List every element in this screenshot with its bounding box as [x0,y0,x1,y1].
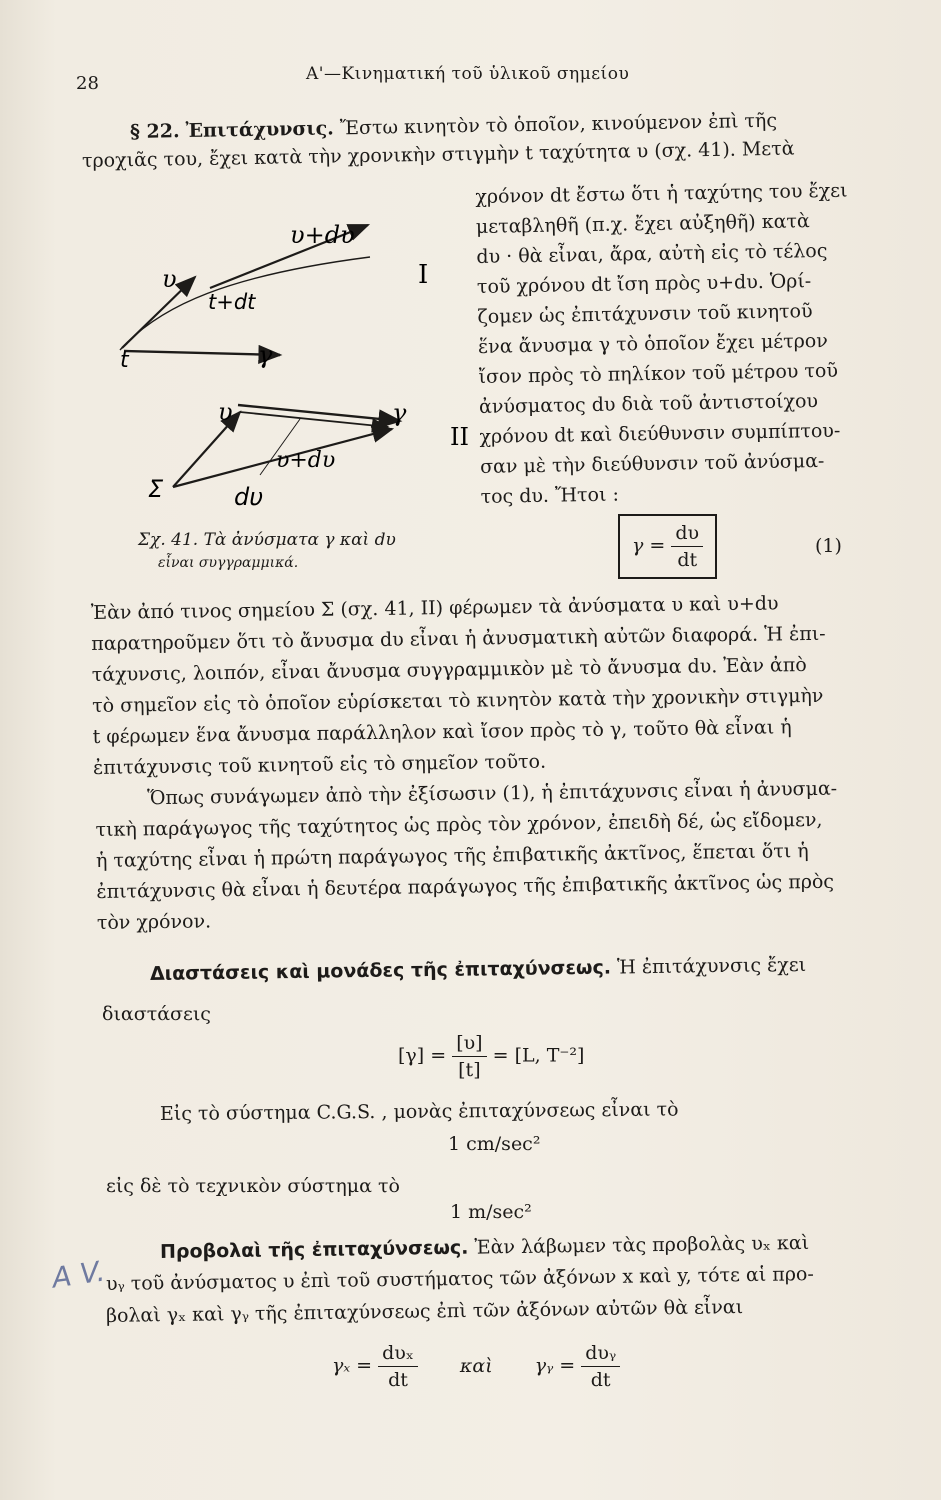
label-II: II [450,423,469,451]
label-gamma-2: γ [392,399,407,427]
right-col-line: ἀνύσματος dυ διὰ τοῦ ἀντιστοίχου [478,390,819,418]
paragraph-2 [91,588,828,784]
eq-y-fraction [581,1340,620,1393]
projection-equations [332,1340,620,1393]
eq1-fraction [671,520,703,573]
equation-1-number: (1) [815,535,842,557]
label-v: υ [162,265,177,293]
eq-y-numerator: dυᵧ [581,1340,620,1367]
eq-x-numerator: dυₓ [378,1340,418,1367]
dim-eq-lhs: [γ] = [398,1044,447,1067]
right-col-line: dυ · θὰ εἶναι, ἄρα, αὐτὴ εἰς τὸ τέλος [476,239,828,269]
dimensions-line2: διαστάσεις [102,1003,211,1025]
dimensions-heading: Διαστάσεις καὶ μονάδες τῆς ἐπιταχύνσεως. [149,956,612,985]
right-col-line: μεταβληθῆ (π.χ. ἔχει αὐξηθῆ) κατὰ [475,210,810,239]
eq1-denominator: dt [677,549,698,571]
eq-x-lhs: γₓ = [332,1354,373,1377]
projections-heading: Προβολαὶ τῆς ἐπιταχύνσεως. [159,1236,469,1263]
eq-x-denominator: dt [388,1369,408,1391]
dim-eq-rhs: = [L, T⁻²] [492,1044,585,1067]
label-t: t [120,348,129,373]
dim-eq-fraction [452,1030,486,1083]
paragraph-line: τάχυνσις, λοιπόν, εἶναι ἄνυσμα συγγραμμικὸν μὲ τὸ ἄνυσμα dυ. Ἐὰν ἀπὸ [91,654,807,687]
eq-y-lhs: γᵧ = [534,1354,576,1377]
section-title: Ἐπιτάχυνσις. [185,117,335,143]
velocity-vector-v [122,277,195,348]
page-number: 28 [76,73,99,94]
projections-line3: βολαὶ γₓ καὶ γᵧ τῆς ἐπιταχύνσεως ἐπὶ τῶν ἀξόνων αὐτῶν θὰ εἶναι [105,1296,744,1327]
projections-line2: υᵧ τοῦ ἀνύσματος υ ἐπὶ τοῦ συστήματος τῶν ἀξόνων x καὶ y, τότε αἱ προ- [105,1263,814,1295]
dim-eq-denominator: [t] [458,1059,481,1081]
label-t-dt: t+dt [208,290,256,314]
projections-line1-rest: Ἐὰν λάβωμεν τὰς προβολὰς υₓ καὶ [474,1231,810,1259]
section-intro-line1: Ἔστω κινητὸν τὸ ὁποῖον, κινούμενον ἐπὶ τῆς [339,109,778,140]
tech-unit: 1 m/sec² [450,1201,532,1223]
figure-41 [100,205,480,515]
paragraph-line: Ὅπως συνάγωμεν ἀπὸ τὴν ἐξίσωσιν (1), ἡ ἐπιτάχυνσις εἶναι ἡ ἀνυσμα- [146,777,838,810]
right-col-line: τοῦ χρόνου dt ἴση πρὸς υ+dυ. Ὁρί- [476,270,812,299]
eq1-lhs: γ = [632,534,666,557]
label-I: I [418,260,429,290]
paragraph-line: τὸ σημεῖον εἰς τὸ ὁποῖον εὑρίσκεται τὸ κινητὸν κατὰ τὴν χρονικὴν στιγμὴν [92,684,824,717]
right-col-line: χρόνον dt ἔστω ὅτι ἡ ταχύτης του ἔχει [475,179,848,209]
paragraph-line: τικὴ παράγωγος τῆς ταχύτητος ὡς πρὸς τὸν χρόνον, ἐπειδὴ δέ, ὡς εἴδομεν, [95,808,823,842]
section-number: § 22. [129,120,180,143]
dim-eq-numerator: [υ] [452,1030,486,1057]
running-title: A'—Κινηματική τοῦ ὑλικοῦ σημείου [306,64,630,84]
cgs-text: Εἰς τὸ σύστημα C.G.S. , μονὰς ἐπιταχύνσεως εἶναι τὸ [159,1098,679,1125]
paragraph-3 [95,774,839,939]
right-col-line: χρόνου dt καὶ διεύθυνσιν συμπίπτου- [479,419,841,448]
label-v-dv: υ+dυ [290,221,355,249]
cgs-unit: 1 cm/sec² [448,1133,541,1155]
figure-caption-line2: εἶναι συγγραμμικά. [158,555,299,571]
tech-text: εἰς δὲ τὸ τεχνικὸν σύστημα τὸ [106,1175,400,1197]
label-v-2: υ [218,398,233,426]
right-col-line: ἕνα ἄνυσμα γ τὸ ὁποῖον ἔχει μέτρον [477,329,829,358]
eq1-numerator: dυ [671,520,703,547]
right-col-line: ἴσον πρὸς τὸ πηλίκον τοῦ μέτρου τοῦ [478,359,839,388]
acceleration-vector-gamma [124,351,280,355]
eq-y-denominator: dt [590,1369,611,1391]
label-sigma: Σ [148,475,164,503]
right-col-line: τος dυ. Ἤτοι : [480,483,620,508]
paragraph-line: ἐπιτάχυνσις τοῦ κινητοῦ εἰς τὸ σημεῖον τοῦτο. [92,750,547,779]
section-intro-line2: τροχιᾶς του, ἔχει κατὰ τὴν χρονικὴν στιγμὴν t ταχύτητα υ (σχ. 41). Μετὰ [81,137,795,172]
dimensions-heading-line [150,951,806,988]
paragraph-line: ἡ ταχύτης εἶναι ἡ πρώτη παράγωγος τῆς ἐπιβατικῆς ἀκτῖνος, ἕπεται ὅτι ἡ [95,840,809,872]
equation-1-box [618,514,717,579]
projections-heading-line [160,1229,809,1266]
eq-x-fraction [378,1340,418,1393]
label-gamma-1: γ [258,341,273,369]
paragraph-line: παρατηροῦμεν ὅτι τὸ ἄνυσμα dυ εἶναι ἡ ἀνυσματικὴ αὐτῶν διαφορά. Ἡ ἐπι- [91,622,826,656]
right-col-line: ζομεν ὡς ἐπιτάχυνσιν τοῦ κινητοῦ [477,300,813,329]
dimensions-heading-rest: Ἡ ἐπιτάχυνσις ἔχει [616,953,807,979]
vector-gamma-parallel [238,405,400,421]
figure-caption-line1: Σχ. 41. Τὰ ἀνύσματα γ καὶ dυ [138,530,396,550]
right-col-line: σαν μὲ τὴν διεύθυνσιν τοῦ ἀνύσμα- [479,449,825,478]
margin-handwritten-note: A V. [49,1254,107,1295]
label-v-dv-2: υ+dυ [276,448,336,473]
paragraph-line: ἐπιτάχυνσις θὰ εἶναι ἡ δευτέρα παράγωγος τῆς ἐπιβατικῆς ἀκτῖνος ὡς πρὸς [96,870,835,903]
eq-and: καὶ [459,1354,493,1377]
dimensions-equation [398,1030,584,1083]
vector-dv [240,412,388,427]
label-dv: dυ [234,483,264,511]
paragraph-line: t φέρωμεν ἕνα ἄνυσμα παράλληλον καὶ ἴσον πρὸς τὸ γ, τοῦτο θὰ εἶναι ἡ [92,716,792,748]
right-column-text [475,176,853,512]
paragraph-line: τὸν χρόνον. [96,910,212,934]
paragraph-line: Ἐὰν ἀπό τινος σημείου Σ (σχ. 41, II) φέρωμεν τὰ ἀνύσματα υ καὶ υ+dυ [90,592,779,625]
